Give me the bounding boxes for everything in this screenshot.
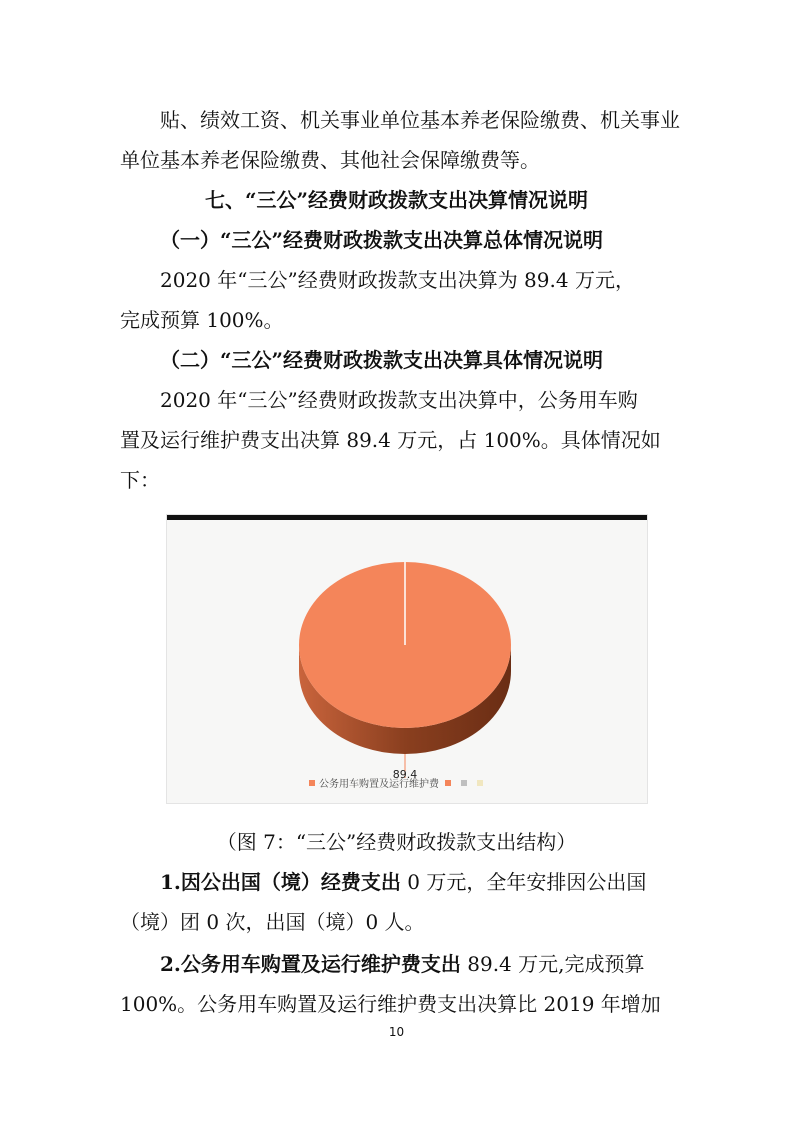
item-2-line-1	[160, 950, 793, 978]
item-2-title: 2.公务用车购置及运行维护费支出	[160, 952, 461, 976]
section-heading-7: 七、“三公”经费财政拨款支出决算情况说明	[204, 188, 588, 212]
legend-swatch-1	[445, 780, 451, 786]
subheading-7-2: （二）“三公”经费财政拨款支出决算具体情况说明	[160, 348, 604, 372]
pie-data-label: 89.4	[392, 768, 418, 781]
text-line-5: 2020 年“三公”经费财政拨款支出决算中，公务用车购	[160, 388, 638, 412]
legend-swatch-3	[477, 780, 483, 786]
item-2-line-2: 100%。公务用车购置及运行维护费支出决算比 2019 年增加	[120, 992, 661, 1016]
legend-swatch-2	[461, 780, 467, 786]
text-line-2: 单位基本养老保险缴费、其他社会保障缴费等。	[120, 148, 540, 172]
pie-chart-svg	[167, 515, 647, 803]
item-1-line-2: （境）团 0 次，出国（境）0 人。	[120, 910, 425, 934]
item-1-title: 1.因公出国（境）经费支出	[160, 870, 401, 894]
item-1-line-1	[160, 868, 793, 896]
item-1-text: 0 万元，全年安排因公出国	[400, 870, 647, 894]
pie-chart	[166, 514, 648, 804]
text-line-4: 完成预算 100%。	[120, 308, 284, 332]
text-line-3: 2020 年“三公”经费财政拨款支出决算为 89.4 万元，	[160, 268, 635, 292]
legend-label-0: 公务用车购置及运行维护费	[319, 779, 439, 790]
text-line-1: 贴、绩效工资、机关事业单位基本养老保险缴费、机关事业	[160, 108, 680, 132]
subheading-7-1: （一）“三公”经费财政拨款支出决算总体情况说明	[160, 228, 604, 252]
figure-caption: （图 7：“三公”经费财政拨款支出结构）	[216, 830, 577, 854]
item-2-text: 89.4 万元,完成预算	[460, 952, 645, 976]
page-number: 10	[388, 1025, 405, 1039]
pie-group	[299, 562, 511, 778]
text-line-6: 置及运行维护费支出决算 89.4 万元，占 100%。具体情况如	[120, 428, 661, 452]
text-line-7: 下：	[120, 468, 160, 492]
legend-swatch-0	[309, 780, 315, 786]
